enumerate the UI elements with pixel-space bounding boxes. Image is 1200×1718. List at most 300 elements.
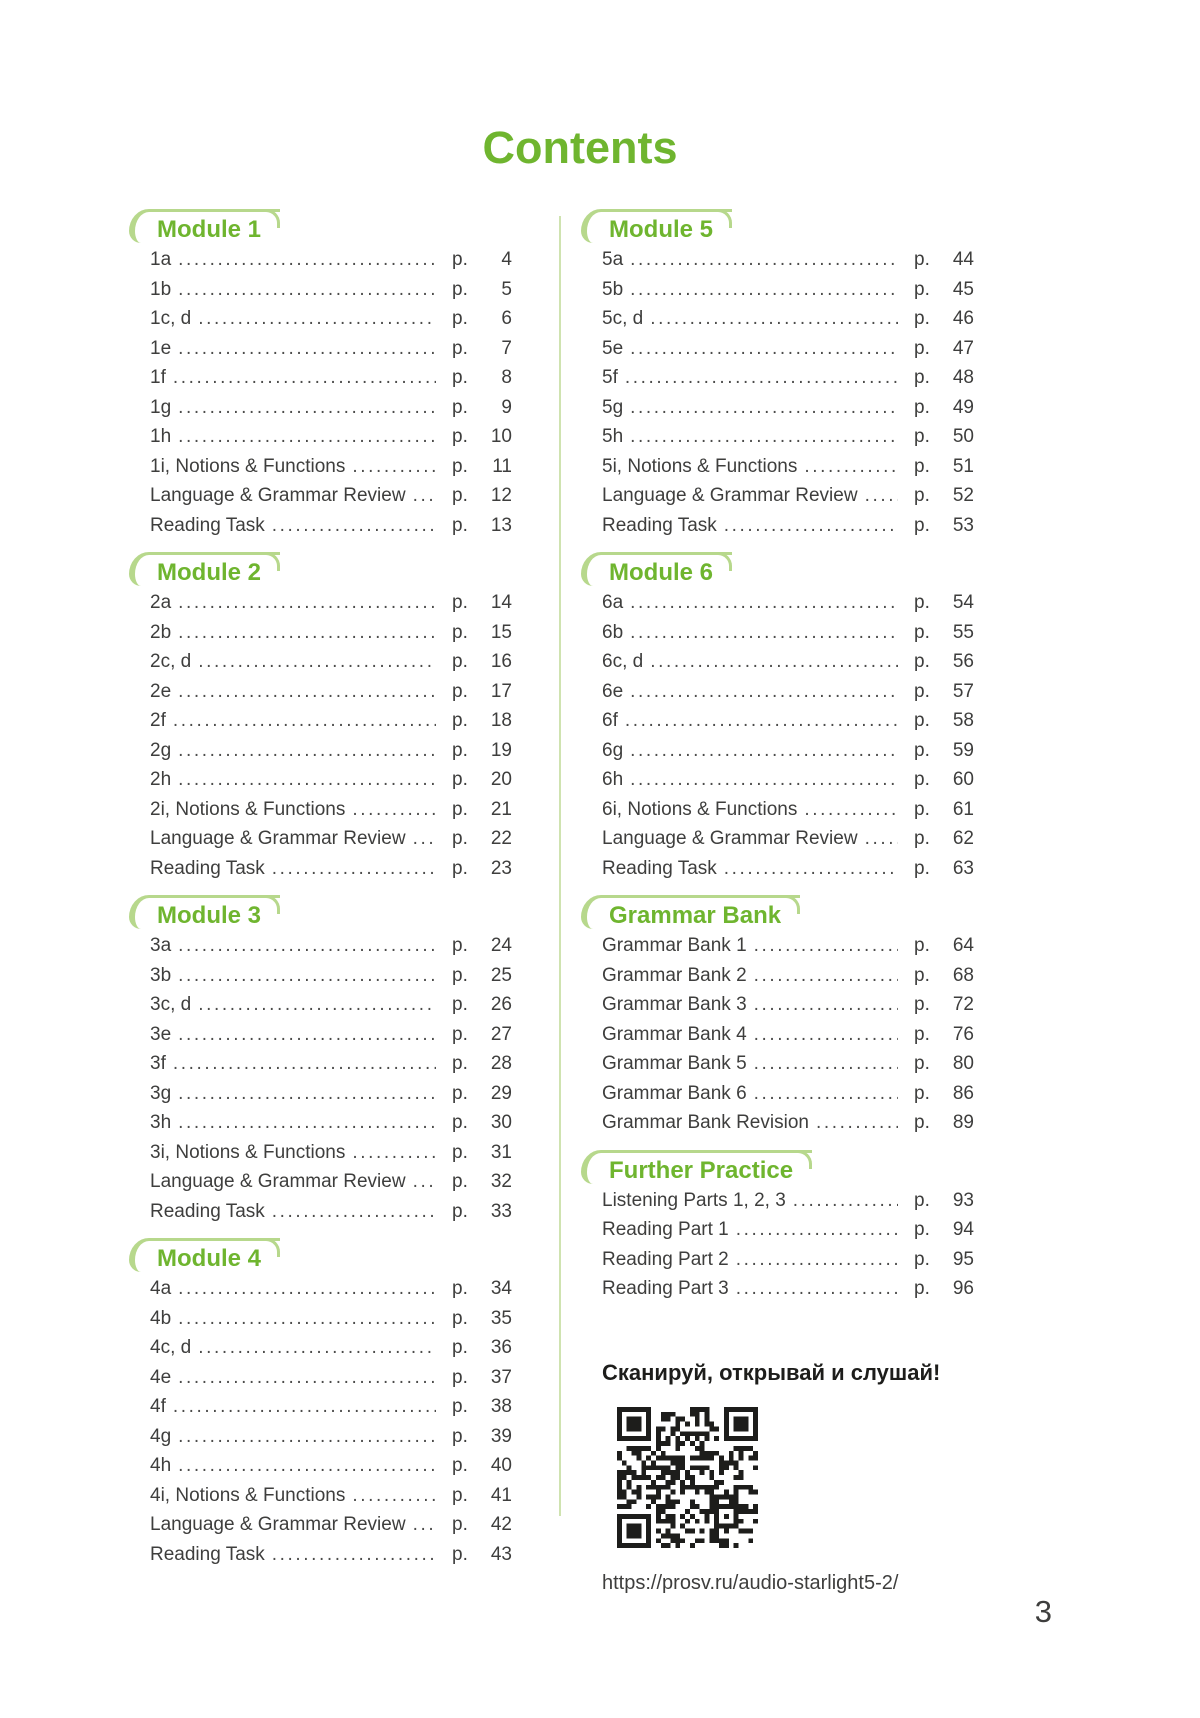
toc-entry-label: Reading Task	[602, 857, 717, 879]
page-abbr: p.	[914, 798, 930, 820]
toc-row	[150, 1367, 512, 1397]
section-title: Further Practice	[609, 1156, 794, 1184]
dot-leader	[198, 994, 436, 1016]
page-abbr: p.	[452, 739, 468, 761]
page-number: 59	[952, 739, 974, 761]
toc-entry-label: 5i, Notions & Functions	[602, 455, 798, 477]
dot-leader	[413, 1514, 436, 1536]
page-abbr: p.	[914, 426, 930, 447]
toc-row	[602, 622, 974, 652]
toc-entry-label: 6i, Notions & Functions	[602, 798, 798, 820]
dot-leader	[793, 1190, 898, 1212]
page-abbr: p.	[914, 621, 930, 643]
page-number: 40	[490, 1455, 512, 1476]
toc-row	[602, 769, 974, 799]
page-abbr: p.	[914, 337, 930, 359]
toc-row	[150, 1083, 512, 1113]
toc-entry-label: 3h	[150, 1112, 172, 1133]
toc-entry-label: 5h	[602, 426, 624, 447]
toc-entry-label: 3e	[150, 1023, 172, 1045]
dot-leader	[754, 1024, 898, 1046]
page-abbr: p.	[914, 514, 930, 536]
page-number: 35	[490, 1307, 512, 1329]
dot-leader	[178, 1367, 436, 1389]
page-number: 8	[501, 367, 512, 388]
page-number: 95	[952, 1248, 974, 1270]
page-abbr: p.	[452, 308, 468, 329]
section-module-4	[150, 1244, 512, 1573]
toc-entry-label: 1c, d	[150, 308, 192, 329]
toc-entry-label: 3f	[150, 1053, 166, 1074]
toc-entry-label: 1f	[150, 367, 166, 388]
page-abbr: p.	[914, 367, 930, 388]
page-number: 54	[952, 592, 974, 613]
toc-row	[150, 485, 512, 515]
toc-row	[150, 592, 512, 622]
toc-row	[150, 965, 512, 995]
toc-row	[602, 828, 974, 858]
page-abbr: p.	[914, 396, 930, 418]
toc-row	[602, 1190, 974, 1220]
toc-entry-label: Language & Grammar Review	[150, 485, 406, 506]
page-abbr: p.	[452, 514, 468, 536]
page-number: 96	[952, 1278, 974, 1299]
dot-leader	[272, 1201, 436, 1223]
toc-row	[150, 1426, 512, 1456]
section-module-1	[150, 200, 512, 544]
toc-entry-label: Grammar Bank Revision	[602, 1112, 809, 1133]
toc-row	[150, 338, 512, 368]
section-rows	[150, 1278, 512, 1573]
page-number: 26	[490, 994, 512, 1015]
dot-leader	[173, 367, 436, 389]
page-number: 21	[490, 798, 512, 820]
toc-entry-label: 2a	[150, 592, 172, 613]
toc-entry-label: Language & Grammar Review	[150, 1514, 406, 1535]
page-abbr: p.	[914, 1278, 930, 1299]
section-header	[602, 1156, 974, 1186]
toc-row	[602, 710, 974, 740]
toc-entry-label: 4g	[150, 1425, 172, 1447]
toc-entry-label: Reading Part 2	[602, 1248, 729, 1270]
page-abbr: p.	[452, 1455, 468, 1476]
page-number: 15	[490, 621, 512, 643]
page-number: 86	[952, 1082, 974, 1104]
page-number: 7	[501, 337, 512, 359]
section-title: Module 3	[157, 902, 262, 929]
toc-row	[150, 681, 512, 711]
dot-leader	[754, 965, 898, 987]
toc-entry-label: 4b	[150, 1307, 172, 1329]
toc-entry-label: 1b	[150, 278, 172, 300]
page-abbr: p.	[452, 1366, 468, 1388]
page-abbr: p.	[452, 1053, 468, 1074]
page-abbr: p.	[452, 1200, 468, 1222]
right-column	[602, 200, 974, 1595]
toc-entry-label: 6e	[602, 680, 624, 702]
page-number: 89	[952, 1112, 974, 1133]
toc-row	[150, 1171, 512, 1201]
dot-leader	[413, 828, 436, 850]
toc-row	[150, 651, 512, 681]
dot-leader	[754, 994, 898, 1016]
dot-leader	[178, 279, 436, 301]
page-abbr: p.	[914, 592, 930, 613]
toc-entry-label: Grammar Bank 1	[602, 935, 747, 956]
page-number: 30	[490, 1112, 512, 1133]
toc-entry-label: 6a	[602, 592, 624, 613]
dot-leader	[630, 592, 898, 614]
page-number: 34	[490, 1278, 512, 1299]
page-number: 32	[490, 1171, 512, 1192]
dot-leader	[630, 740, 898, 762]
page-number: 62	[952, 828, 974, 849]
toc-row	[602, 367, 974, 397]
dot-leader	[198, 308, 436, 330]
dot-leader	[630, 681, 898, 703]
toc-row	[150, 456, 512, 486]
page-number: 39	[490, 1425, 512, 1447]
page-abbr: p.	[914, 308, 930, 329]
toc-row	[602, 1024, 974, 1054]
page-abbr: p.	[914, 1189, 930, 1211]
page-abbr: p.	[914, 828, 930, 849]
toc-entry-label: Reading Task	[150, 514, 265, 536]
page-abbr: p.	[452, 651, 468, 672]
section-grammar-bank	[602, 901, 974, 1142]
page-abbr: p.	[452, 367, 468, 388]
dot-leader	[178, 338, 436, 360]
toc-row	[150, 622, 512, 652]
toc-entry-label: 2h	[150, 769, 172, 790]
page-number: 55	[952, 621, 974, 643]
page-abbr: p.	[452, 828, 468, 849]
toc-row	[150, 799, 512, 829]
dot-leader	[625, 367, 898, 389]
page-abbr: p.	[914, 455, 930, 477]
page-abbr: p.	[914, 680, 930, 702]
page-number: 13	[490, 514, 512, 536]
section-module-6	[602, 558, 974, 887]
page-number: 29	[490, 1082, 512, 1104]
dot-leader	[630, 338, 898, 360]
toc-row	[150, 1514, 512, 1544]
page-number: 12	[490, 485, 512, 506]
page-number: 33	[490, 1200, 512, 1222]
toc-row	[150, 1201, 512, 1231]
page-abbr: p.	[452, 485, 468, 506]
page-number: 22	[490, 828, 512, 849]
toc-row	[602, 1083, 974, 1113]
toc-row	[150, 1544, 512, 1574]
section-header	[602, 558, 974, 588]
toc-row	[150, 279, 512, 309]
page-number: 25	[490, 964, 512, 986]
toc-entry-label: 6f	[602, 710, 618, 731]
section-header	[150, 901, 512, 931]
toc-entry-label: Reading Task	[150, 1200, 265, 1222]
toc-entry-label: 5g	[602, 396, 624, 418]
page-abbr: p.	[914, 710, 930, 731]
toc-entry-label: Grammar Bank 6	[602, 1082, 747, 1104]
page-abbr: p.	[452, 1141, 468, 1163]
section-module-5	[602, 200, 974, 544]
page-number: 58	[952, 710, 974, 731]
page-number: 6	[501, 308, 512, 329]
page-number: 80	[952, 1053, 974, 1074]
page-number: 47	[952, 337, 974, 359]
toc-entry-label: Grammar Bank 3	[602, 994, 747, 1015]
qr-code-image	[617, 1407, 758, 1548]
toc-entry-label: 4c, d	[150, 1337, 192, 1358]
toc-entry-label: 5e	[602, 337, 624, 359]
toc-entry-label: 3b	[150, 964, 172, 986]
page-number: 28	[490, 1053, 512, 1074]
page-abbr: p.	[914, 278, 930, 300]
dot-leader	[625, 710, 898, 732]
page-abbr: p.	[452, 798, 468, 820]
dot-leader	[178, 935, 436, 957]
toc-row	[150, 994, 512, 1024]
page-number: 51	[952, 455, 974, 477]
dot-leader	[736, 1219, 898, 1241]
page-abbr: p.	[452, 1112, 468, 1133]
dot-leader	[178, 1278, 436, 1300]
toc-entry-label: 6h	[602, 769, 624, 790]
toc-row	[150, 1278, 512, 1308]
dot-leader	[736, 1278, 898, 1300]
page-abbr: p.	[452, 278, 468, 300]
toc-entry-label: Reading Part 1	[602, 1219, 729, 1240]
page-number: 93	[952, 1189, 974, 1211]
toc-row	[150, 769, 512, 799]
page-abbr: p.	[452, 857, 468, 879]
section-header	[602, 901, 974, 931]
toc-row	[150, 1455, 512, 1485]
section-module-3	[150, 901, 512, 1230]
page-number: 61	[952, 798, 974, 820]
toc-row	[150, 308, 512, 338]
page-abbr: p.	[452, 426, 468, 447]
toc-row	[150, 515, 512, 545]
toc-entry-label: Reading Task	[150, 857, 265, 879]
page-number: 38	[490, 1396, 512, 1417]
toc-entry-label: Grammar Bank 2	[602, 964, 747, 986]
page-number: 48	[952, 367, 974, 388]
toc-row	[150, 367, 512, 397]
toc-row	[150, 1337, 512, 1367]
page-abbr: p.	[452, 1484, 468, 1506]
page-abbr: p.	[914, 485, 930, 506]
toc-row	[602, 858, 974, 888]
page-abbr: p.	[914, 935, 930, 956]
toc-entry-label: 2i, Notions & Functions	[150, 798, 346, 820]
toc-entry-label: Listening Parts 1, 2, 3	[602, 1189, 786, 1211]
page-abbr: p.	[452, 1082, 468, 1104]
section-rows	[602, 249, 974, 544]
toc-row	[602, 338, 974, 368]
toc-row	[602, 485, 974, 515]
toc-row	[602, 456, 974, 486]
page-abbr: p.	[452, 935, 468, 956]
page-number: 60	[952, 769, 974, 790]
page-number: 68	[952, 964, 974, 986]
page-abbr: p.	[914, 1023, 930, 1045]
toc-row	[150, 828, 512, 858]
page-number: 76	[952, 1023, 974, 1045]
section-header	[150, 558, 512, 588]
toc-row	[150, 397, 512, 427]
dot-leader	[865, 485, 898, 507]
page-abbr: p.	[914, 1112, 930, 1133]
section-rows	[150, 249, 512, 544]
page-number: 10	[490, 426, 512, 447]
dot-leader	[352, 799, 436, 821]
toc-entry-label: Grammar Bank 5	[602, 1053, 747, 1074]
toc-entry-label: 1i, Notions & Functions	[150, 455, 346, 477]
page-abbr: p.	[452, 621, 468, 643]
toc-row	[150, 1053, 512, 1083]
toc-row	[602, 279, 974, 309]
toc-row	[602, 681, 974, 711]
toc-row	[150, 1142, 512, 1172]
section-rows	[150, 592, 512, 887]
dot-leader	[630, 397, 898, 419]
toc-row	[150, 740, 512, 770]
toc-entry-label: 1e	[150, 337, 172, 359]
toc-entry-label: 4f	[150, 1396, 166, 1417]
qr-code	[617, 1407, 758, 1548]
toc-row	[150, 426, 512, 456]
section-title: Module 6	[609, 559, 714, 586]
page-number: 31	[490, 1141, 512, 1163]
toc-entry-label: 3a	[150, 935, 172, 956]
page-abbr: p.	[452, 1171, 468, 1192]
toc-entry-label: 4i, Notions & Functions	[150, 1484, 346, 1506]
dot-leader	[650, 308, 898, 330]
page-abbr: p.	[914, 739, 930, 761]
page-number: 19	[490, 739, 512, 761]
dot-leader	[178, 681, 436, 703]
page-abbr: p.	[452, 1396, 468, 1417]
page-abbr: p.	[914, 1248, 930, 1270]
dot-leader	[413, 1171, 436, 1193]
toc-entry-label: Language & Grammar Review	[150, 828, 406, 849]
dot-leader	[178, 426, 436, 448]
dot-leader	[736, 1249, 898, 1271]
dot-leader	[178, 740, 436, 762]
section-title: Grammar Bank	[609, 902, 782, 929]
page-title: Contents	[482, 122, 678, 173]
toc-entry-label: 2c, d	[150, 651, 192, 672]
dot-leader	[754, 935, 898, 957]
toc-row	[602, 308, 974, 338]
dot-leader	[178, 1308, 436, 1330]
page-number: 36	[490, 1337, 512, 1358]
toc-row	[602, 651, 974, 681]
audio-url-text: https://prosv.ru/audio-starlight5-2/	[602, 1571, 899, 1594]
toc-entry-label: Grammar Bank 4	[602, 1023, 747, 1045]
toc-entry-label: 1h	[150, 426, 172, 447]
dot-leader	[650, 651, 898, 673]
page-abbr: p.	[914, 964, 930, 986]
page-abbr: p.	[914, 249, 930, 270]
toc-row	[602, 965, 974, 995]
page-number: 24	[490, 935, 512, 956]
page-abbr: p.	[452, 769, 468, 790]
dot-leader	[178, 622, 436, 644]
toc-entry-label: 6c, d	[602, 651, 644, 672]
dot-leader	[178, 249, 436, 271]
toc-entry-label: 4e	[150, 1366, 172, 1388]
toc-row	[602, 799, 974, 829]
dot-leader	[630, 622, 898, 644]
toc-entry-label: 2e	[150, 680, 172, 702]
dot-leader	[724, 858, 898, 880]
toc-entry-label: Language & Grammar Review	[150, 1171, 406, 1192]
column-divider	[559, 216, 561, 1516]
dot-leader	[178, 1024, 436, 1046]
page-abbr: p.	[914, 1082, 930, 1104]
dot-leader	[804, 456, 898, 478]
page-abbr: p.	[914, 1219, 930, 1240]
page-number: 56	[952, 651, 974, 672]
dot-leader	[178, 397, 436, 419]
dot-leader	[630, 426, 898, 448]
page-abbr: p.	[914, 857, 930, 879]
toc-row	[150, 1024, 512, 1054]
toc-row	[150, 1308, 512, 1338]
section-title: Module 4	[157, 1245, 262, 1272]
page-number: 17	[490, 680, 512, 702]
dot-leader	[413, 485, 436, 507]
page-abbr: p.	[914, 769, 930, 790]
dot-leader	[272, 858, 436, 880]
toc-entry-label: 6b	[602, 621, 624, 643]
dot-leader	[754, 1053, 898, 1075]
dot-leader	[352, 1142, 436, 1164]
section-header	[150, 200, 512, 245]
page-number: 4	[501, 249, 512, 270]
page-number: 45	[952, 278, 974, 300]
toc-row	[602, 740, 974, 770]
section-title: Module 5	[609, 216, 714, 243]
page-number: 94	[952, 1219, 974, 1240]
page-number: 42	[490, 1514, 512, 1535]
page-abbr: p.	[452, 1337, 468, 1358]
toc-entry-label: 2f	[150, 710, 166, 731]
toc-entry-label: Reading Part 3	[602, 1278, 729, 1299]
toc-row	[602, 1219, 974, 1249]
page-number: 50	[952, 426, 974, 447]
toc-row	[602, 515, 974, 545]
dot-leader	[198, 651, 436, 673]
section-rows	[602, 1190, 974, 1308]
page-number: 16	[490, 651, 512, 672]
page-abbr: p.	[452, 249, 468, 270]
toc-row	[150, 1112, 512, 1142]
dot-leader	[178, 1455, 436, 1477]
toc-entry-label: 5b	[602, 278, 624, 300]
page-number: 64	[952, 935, 974, 956]
page-number: 43	[490, 1543, 512, 1565]
page-number: 5	[501, 278, 512, 300]
toc-row	[150, 1485, 512, 1515]
toc-entry-label: Language & Grammar Review	[602, 485, 858, 506]
toc-row	[602, 397, 974, 427]
dot-leader	[178, 1426, 436, 1448]
toc-row	[602, 1112, 974, 1142]
